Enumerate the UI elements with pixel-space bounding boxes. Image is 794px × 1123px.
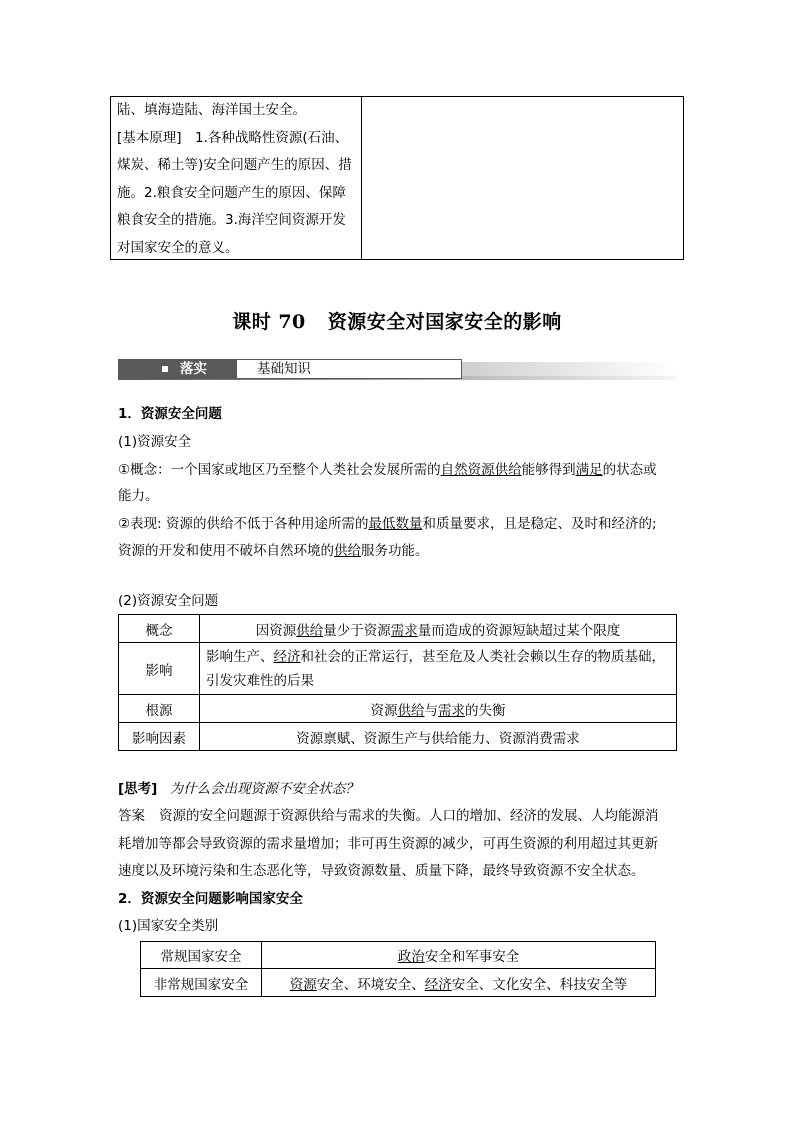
section1-heading: 1．资源安全问题 [118, 406, 222, 422]
answer-line-2: 耗增加等都会导致资源的需求量增加；非可再生资源的减少，可再生资源的利用超过其更新 [118, 836, 658, 852]
row-content: 因资源供给量少于资源需求量而造成的资源短缺超过某个限度 [200, 615, 677, 643]
table-row [141, 969, 656, 997]
think-label: [思考] [118, 781, 158, 797]
section-banner [118, 359, 676, 379]
table-row [141, 942, 656, 969]
square-bullet-icon [162, 366, 168, 372]
row-content: 资源供给与需求的失衡 [200, 695, 677, 723]
top-line-4: 施。2.粮食安全问题产生的原因、保障 [117, 184, 346, 201]
answer-label: 答案 [118, 808, 145, 824]
row-content: 资源禀赋、资源生产与供给能力、资源消费需求 [200, 723, 677, 751]
top-line-3: 煤炭、稀土等)安全问题产生的原因、措 [117, 157, 352, 173]
table-row [119, 695, 677, 723]
table-row [119, 723, 677, 751]
banner-label-box [236, 359, 462, 379]
section1-sub2: (2)资源安全问题 [118, 593, 219, 609]
top-line-2: [基本原理] 1.各种战略性资源(石油、 [117, 129, 349, 146]
row-content: 影响生产、经济和社会的正常运行，甚至危及人类社会赖以生存的物质基础， 引发灾难性的后果 [200, 643, 677, 695]
lesson-title [0, 307, 794, 334]
concept-line-1: ①概念：一个国家或地区乃至整个人类社会发展所需的自然资源供给能够得到满足的状态或 [118, 462, 657, 478]
section1-sub1: (1)资源安全 [118, 434, 192, 450]
answer-line-1: 答案 资源的安全问题源于资源供给与需求的失衡。人口的增加、经济的发展、人均能源消 [118, 808, 659, 824]
section2-heading: 2．资源安全问题影响国家安全 [118, 891, 303, 907]
top-table [110, 96, 684, 260]
row-label: 根源 [119, 695, 200, 723]
section2-sub1: (1)国家安全类别 [118, 918, 219, 934]
national-security-table [140, 941, 656, 997]
manifest-line-1: ②表现: 资源的供给不低于各种用途所需的最低数量和质量要求，且是稳定、及时和经济的; [118, 516, 657, 532]
answer-line-3: 速度以及环境污染和生态恶化等，导致资源数量、质量下降，最终导致资源不安全状态。 [118, 863, 645, 879]
top-line-1: 陆、填海造陆、海洋国土安全。 [117, 102, 306, 118]
top-table-left-cell [111, 97, 362, 259]
lesson-title-text: 资源安全对国家安全的影响 [327, 311, 562, 333]
row-label: 影响因素 [119, 723, 200, 751]
manifest-line-2: 资源的开发和使用不破坏自然环境的供给服务功能。 [118, 543, 429, 559]
concept-line-2: 能力。 [118, 488, 159, 504]
row-label: 影响 [119, 643, 200, 695]
think-question: 为什么会出现资源不安全状态？ [169, 781, 359, 797]
row-content: 政治安全和军事安全 [262, 942, 656, 969]
top-line-6: 对国家安全的意义。 [117, 239, 239, 256]
row-label: 常规国家安全 [141, 942, 262, 969]
banner-fade [462, 362, 676, 376]
table-row [119, 643, 677, 695]
row-content: 资源安全、环境安全、经济安全、文化安全、科技安全等 [262, 969, 656, 997]
banner-label: 基础知识 [257, 361, 311, 377]
row-label: 概念 [119, 615, 200, 643]
table-row [119, 615, 677, 643]
lesson-number: 课时 70 [232, 311, 306, 333]
banner-tag: 落实 [118, 359, 238, 379]
row-label: 非常规国家安全 [141, 969, 262, 997]
resource-security-table [118, 614, 677, 751]
top-line-5: 粮食安全的措施。3.海洋空间资源开发 [117, 212, 346, 228]
think-question-line [118, 777, 359, 797]
